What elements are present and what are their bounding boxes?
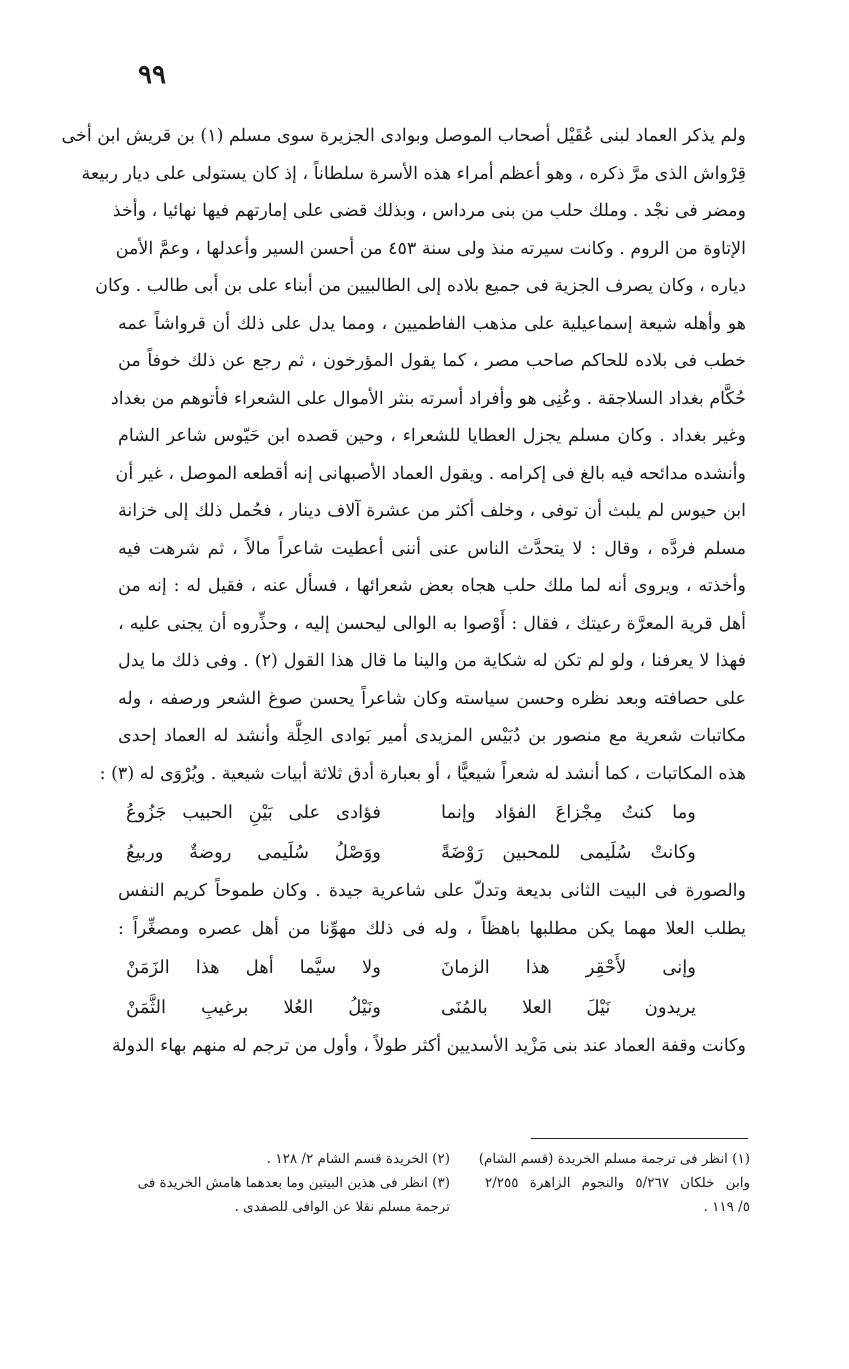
verse-first-hemistich: وما كنتُ مِجْزاعَ الفؤاد وإنما [441, 802, 696, 823]
footnote-divider [531, 1138, 748, 1139]
footnote-2-line: (٢) الخريدة قسم الشام ٢/ ١٢٨ . [266, 1151, 450, 1167]
footnotes [137, 1148, 750, 1238]
text-line: وأنشده مدائحه فيه بالغ فى إكرامه . ويقول العماد الأصبهانى إنه أقطعه الموصل ، غير أن [115, 463, 746, 484]
footnote-1-line: وابن خلكان ٥/٢٦٧ والنجوم الزاهرة ٢/٢٥٥ [485, 1175, 750, 1191]
text-line: ولم يذكر العماد لبنى عُقَيْل أصحاب الموصل وبوادى الجزيرة سوى مسلم (١) بن قريش ابن أخى [61, 126, 746, 146]
poem-1 [118, 793, 746, 873]
footnote-1-line: (١) انظر فى ترجمة مسلم الخريدة (قسم الشام) [478, 1151, 750, 1167]
verse-line [118, 988, 746, 1028]
verse-second-hemistich: فؤادى على بَيْنِ الحبيب جَزُوعُ [126, 802, 381, 823]
verse-second-hemistich: ونَيْلُ العُلا برغيبِ الثَّمَنْ [126, 997, 381, 1018]
text-line: وكانت وقفة العماد عند بنى مَزْيد الأسديين أكثر طولاً ، وأول من ترجم له منهم بهاء الدولة [111, 1036, 746, 1056]
text-line: مسلم فردَّه ، وقال : لا يتحدَّث الناس عنى أننى أعطيت شاعراً مالاً ، ثم شرهت فيه [118, 538, 746, 559]
text-line: دياره ، وكان يصرف الجزية فى جميع بلاده إلى الطالبيين من أبناء على بن أبى طالب . وكان [95, 276, 746, 296]
verse-line [118, 793, 746, 833]
verse-second-hemistich: ولا سيَّما أهل هذا الزَمَنْ [126, 957, 381, 978]
page-number: ٩٩ [138, 60, 166, 90]
verse-first-hemistich: وكانتْ سُلَيمى للمحبين رَوْضَةً [441, 842, 696, 863]
text-line: خطب فى بلاده للحاكم صاحب مصر ، كما يقول المؤرخون ، ثم رجع عن ذلك خوفاً من [118, 351, 746, 371]
text-line: وغير بغداد . وكان مسلم يجزل العطايا للشعراء ، وحين قصده ابن حَيّوس شاعر الشام [118, 426, 746, 446]
text-line: حُكَّام بغداد السلاجقة . وعُنِى هو وأفراد أسرته بنثر الأموال على الشعراء فأتوهم من بغداد [110, 388, 746, 409]
footnote-3-line: ترجمة مسلم نقلا عن الوافى للصفدى . [234, 1199, 450, 1215]
text-line: هو وأهله شيعة إسماعيلية على مذهب الفاطميين ، ومما يدل على ذلك أن قرواشاً عمه [118, 313, 746, 334]
text-line: والصورة فى البيت الثانى بديعة وتدلّ على شاعرية جيدة . وكان طموحاً كريم النفس [118, 881, 746, 901]
text-line: يطلب العلا مهما يكن مطلبها باهظاً ، وله فى ذلك مهوِّنا من أهل عصره ومصغِّراً : [118, 918, 746, 939]
main-text [61, 118, 746, 1066]
footnote-1-line: ٥/ ١١٩ . [703, 1199, 750, 1215]
verse-line [118, 833, 746, 873]
verse-first-hemistich: يريدون نَيْلَ العلا بالمُنَى [441, 997, 696, 1018]
verse-line [118, 948, 746, 988]
text-line: فهذا لا يعرفنا ، ولو لم تكن له شكاية من والينا ما قال هذا القول (٢) . وفى ذلك ما يدل [118, 651, 746, 671]
verse-second-hemistich: ووَصْلُ سُلَيمى روضةٌ وربيعُ [126, 842, 381, 863]
text-line: أهل قرية المعرَّة رعيتك ، فقال : أَوْصوا به الوالى ليحسن إليه ، وحذِّروه أن يجنى عليه ، [118, 613, 746, 634]
verse-first-hemistich: وإنى لأَحْقِر هذا الزمانَ [441, 957, 696, 978]
text-line: هذه المكاتبات ، كما أنشد له شعراً شيعيًّا ، أو بعبارة أدق ثلاثة أبيات شيعية . ويُرْوَى له (٣) : [99, 763, 746, 784]
text-line: قِرْواش الذى مرَّ ذكره ، وهو أعظم أمراء هذه الأسرة سلطاناً ، إذ كان يستولى على ديار ربيعة [81, 163, 746, 184]
text-line: الإتاوة من الروم . وكانت سيرته منذ ولى سنة ٤٥٣ من أحسن السير وأعدلها ، وعمَّ الأمن [115, 238, 746, 259]
text-line: ابن حيوس لم يلبث أن توفى ، وخلف أكثر من عشرة آلاف دينار ، فحُمل ذلك إلى خزانة [118, 501, 746, 521]
text-line: ومضر فى نجْد . وملك حلب من بنى مرداس ، وبذلك قضى على إمارتهم فيها نهائيا ، وأخذ [112, 201, 746, 221]
poem-2 [118, 948, 746, 1028]
text-line: على حصافته وبعد نظره وحسن سياسته وكان شاعراً يحسن صوغ الشعر ورصفه ، وله [118, 688, 746, 709]
text-line: مكاتبات شعرية مع منصور بن دُبَيْس المزيدى أمير بَوادى الحِلَّة وأنشد له العماد إحدى [118, 726, 746, 746]
footnote-3-line: (٣) انظر فى هذين البيتين وما بعدهما هامش الخريدة فى [137, 1175, 450, 1191]
text-line: وأخذته ، ويروى أنه لما ملك حلب هجاه بعض شعرائها ، فسأل عنه ، فقيل له : إنه من [118, 576, 746, 596]
